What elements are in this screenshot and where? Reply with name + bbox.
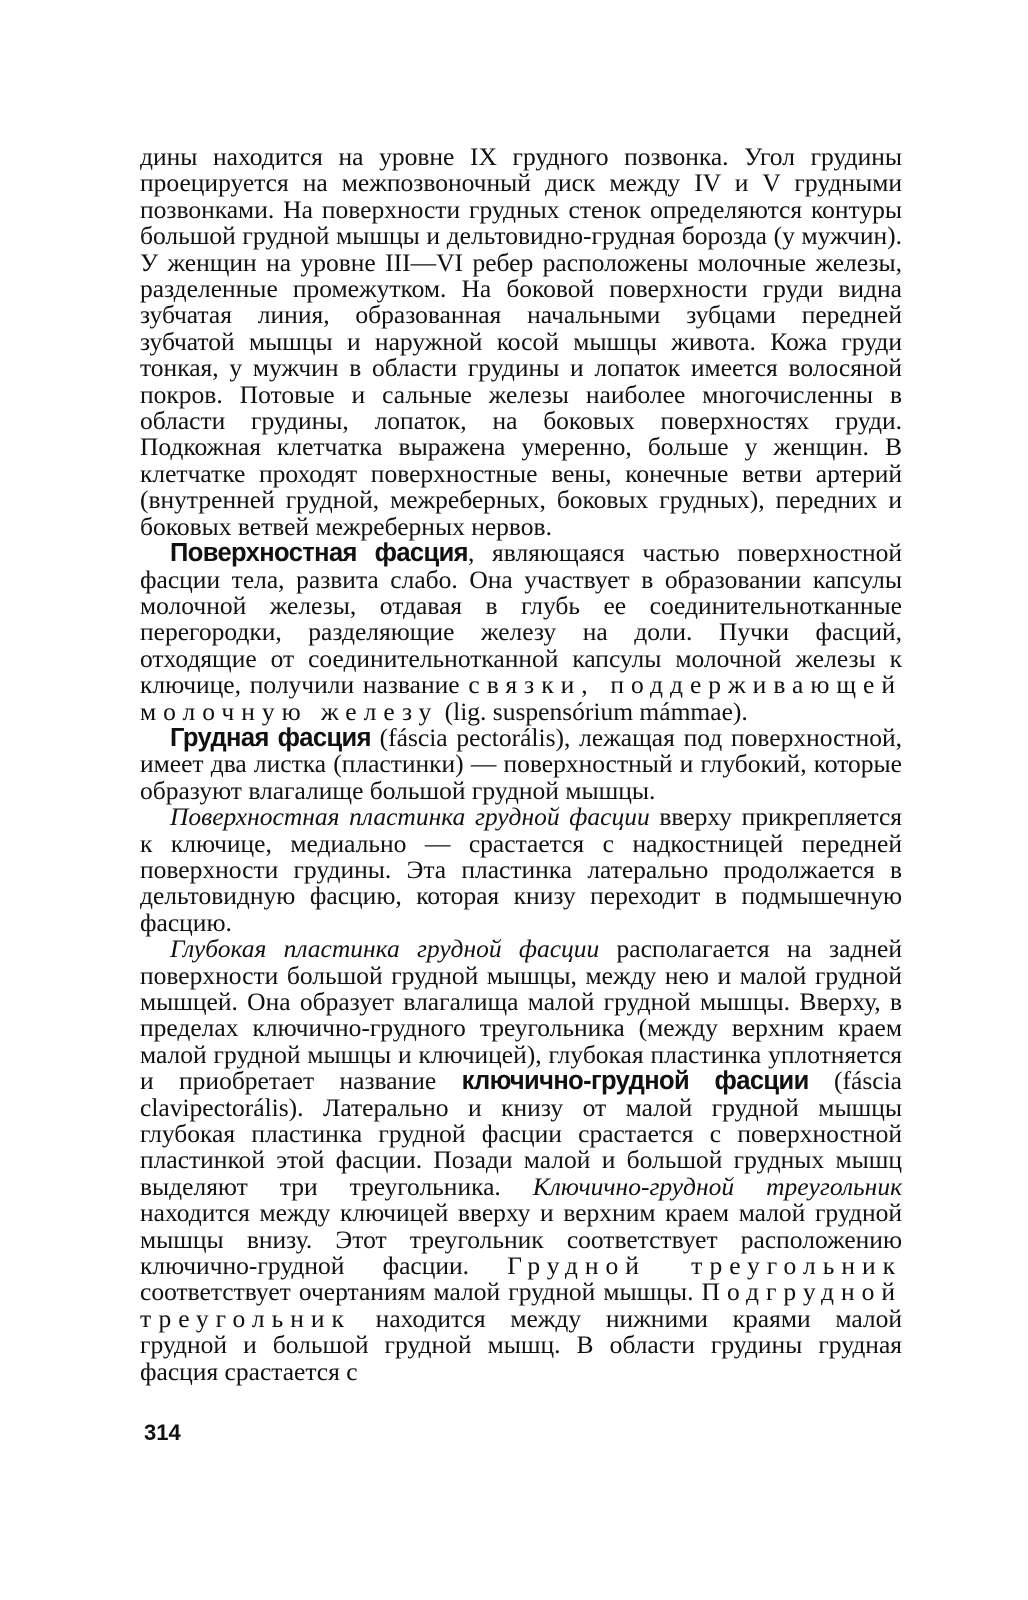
spaced-term: Подгрудной треугольник [140,1277,902,1333]
text-run: соответствует очертаниям малой грудной мышцы. [140,1277,702,1307]
text-run: располагается на задней поверхности большой грудной мышцы, между нею и малой грудной мышцей. Она образует влагалища малой грудной мышцы. Вверху, в пределах ключично-грудного треугольника (между верхним краем малой грудной мышцы и ключицей), глубокая пластинка уплотняется и приобретает название [140,934,902,1096]
spaced-term: связки, поддерживающей молочную железу [140,670,902,726]
text-run: (lig. suspensórium mámmae). [438,696,748,726]
italic-term: Ключично-грудной треугольник [532,1171,902,1201]
bold-term: Поверхностная фасция [170,539,468,568]
bold-term: ключично-грудной фасции [461,1067,809,1096]
page-text [140,144,902,1385]
paragraph [140,804,902,936]
text-run: дины находится на уровне IX грудного позвонка. Угол грудины проецируется на межпозвоночный диск между IV и V грудными позвонками. На поверхности грудных стенок определяются контуры большой грудной мышцы и дельтовидно-грудная борозда (у мужчин). У женщин на уровне III—VI ребер расположены молочные железы, разделенные промежутком. На боковой поверхности груди видна зубчатая линия, образованная начальными зубцами передней зубчатой мышцы и наружной косой мышцы живота. Кожа груди тонкая, у мужчин в области грудины и лопаток имеется волосяной покров. Потовые и сальные железы наиболее многочисленны в области грудины, лопаток, на боковых поверхностях груди. Подкожная клетчатка выражена умеренно, больше у женщин. В клетчатке проходят поверхностные вены, конечные ветви артерий (внутренней грудной, межреберных, боковых грудных), передних и боковых ветвей межреберных нервов. [140,142,902,541]
paragraph [140,722,902,805]
italic-term: Глубокая пластинка грудной фасции [170,934,600,964]
text-run: находится между нижними краями малой грудной и большой грудной мышц. В области грудины грудная фасция срастается с [140,1303,902,1386]
text-run: (fáscia clavipectorális). Латерально и книзу от малой грудной мышцы глубокая пластинка грудной фасции срастается с поверхностной пластинкой этой фасции. Позади малой и большой грудных мышц выделяют три треугольника. [140,1066,902,1201]
text-run: , являющаяся частью поверхностной фасции тела, развита слабо. Она участвует в образовании капсулы молочной железы, отдавая в глубь ее соединительнотканные перегородки, разделяющие железу на доли. Пучки фасций, отходящие от соединительнотканной капсулы молочной железы к ключице, получили название [140,538,902,700]
paragraph [140,936,902,1385]
paragraph [140,144,902,540]
spaced-term: Грудной треугольник [507,1251,903,1281]
bold-term: Грудная фасция [170,723,371,752]
text-run: (fáscia pectorális), лежащая под поверхностной, имеет два листка (пластинки) — поверхностный и глубокий, которые образуют влагалище большой грудной мышцы. [140,722,902,805]
text-run: вверху прикрепляется к ключице, медиально — срастается с надкостницей передней поверхности грудины. Эта пластинка латерально продолжается в дельтовидную фасцию, которая книзу переходит в подмышечную фасцию. [140,802,902,937]
paragraph [140,540,902,725]
text-run: находится между ключицей вверху и верхним краем малой грудной мышцы внизу. Этот треугольник соответствует расположению ключично-грудной фасции. [140,1198,902,1281]
italic-term: Поверхностная пластинка грудной фасции [170,802,650,832]
page-number: 314 [144,1420,181,1445]
